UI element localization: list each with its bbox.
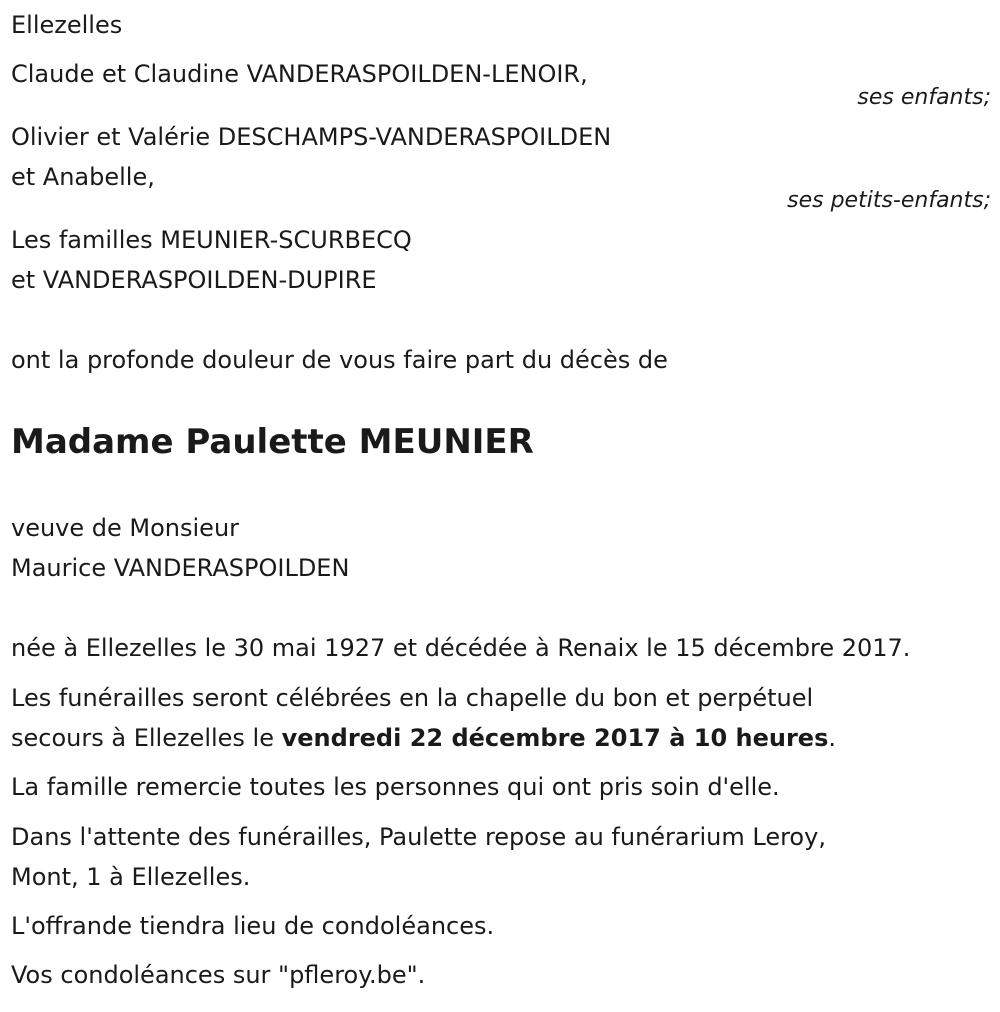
death-notice (11, 0, 991, 1012)
funeral-date: vendredi 22 décembre 2017 à 10 heures (281, 724, 829, 752)
widow-line2: Maurice VANDERASPOILDEN (11, 554, 350, 582)
rest-line1: Dans l'attente des funérailles, Paulette repose au funérarium Leroy, (11, 823, 826, 851)
families-line1: Les familles MEUNIER-SCURBECQ (11, 226, 412, 254)
funeral-line1: Les funérailles seront célébrées en la chapelle du bon et perpétuel (11, 684, 814, 712)
offering-text: L'offrande tiendra lieu de condoléances. (11, 912, 495, 940)
children-role: ses enfants; (857, 85, 991, 110)
birth-death-text: née à Ellezelles le 30 mai 1927 et décédée à Renaix le 15 décembre 2017. (11, 634, 911, 662)
condolences-text: Vos condoléances sur "pfleroy.be". (11, 961, 426, 989)
families-line2: et VANDERASPOILDEN-DUPIRE (11, 266, 377, 294)
widow-line1: veuve de Monsieur (11, 514, 240, 542)
funeral-line2 (11, 723, 836, 753)
funeral-line2-suffix: . (828, 724, 837, 752)
deceased-name: Madame Paulette MEUNIER (11, 422, 534, 462)
place-heading: Ellezelles (11, 11, 123, 39)
grandchildren-role: ses petits-enfants; (787, 188, 991, 213)
grandchildren-names-line1: Olivier et Valérie DESCHAMPS-VANDERASPOILDEN (11, 123, 612, 151)
thanks-text: La famille remercie toutes les personnes qui ont pris soin d'elle. (11, 773, 780, 801)
rest-line2: Mont, 1 à Ellezelles. (11, 863, 251, 891)
grandchildren-names-line2: et Anabelle, (11, 163, 155, 191)
children-names: Claude et Claudine VANDERASPOILDEN-LENOIR, (11, 60, 588, 88)
funeral-line2-prefix: secours à Ellezelles le (11, 724, 282, 752)
announcement-text: ont la profonde douleur de vous faire part du décès de (11, 346, 668, 374)
